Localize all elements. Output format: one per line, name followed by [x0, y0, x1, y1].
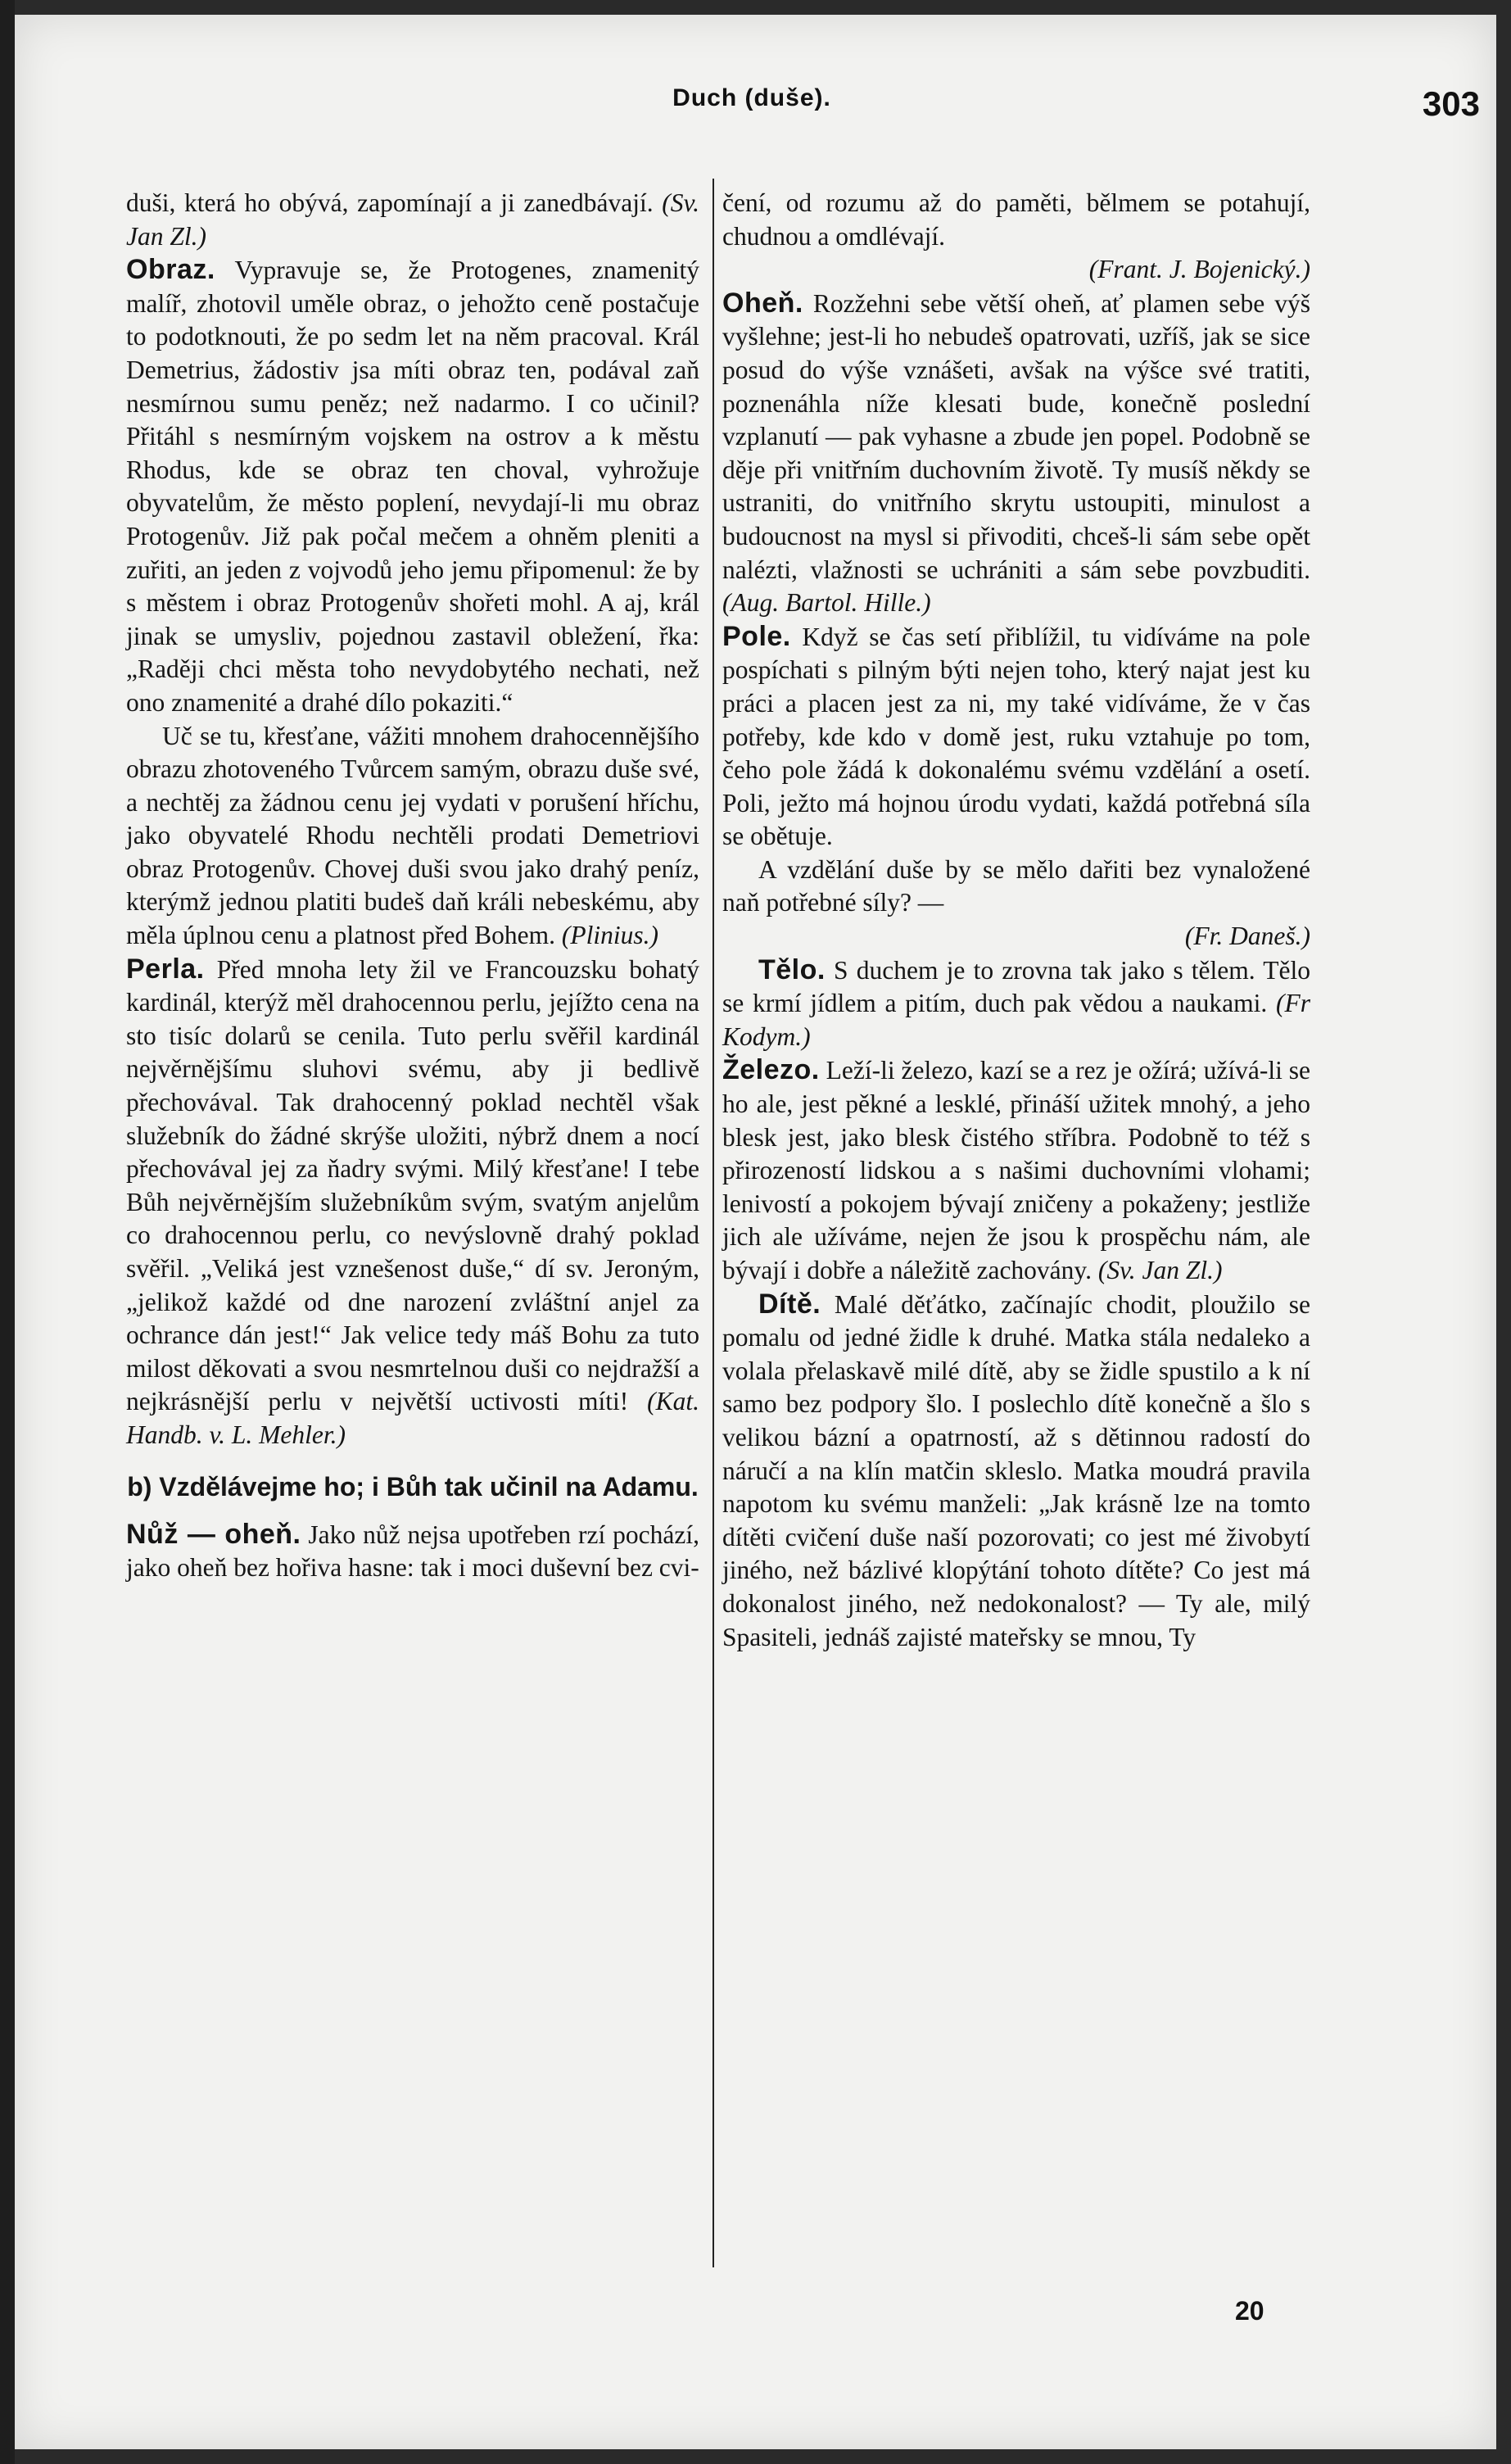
paragraph-pole-question	[722, 854, 1310, 953]
section-heading: b) Vzdělávejme ho; i Bůh tak učinil na Adamu.	[127, 1471, 699, 1502]
paragraph-nuz-continued	[722, 187, 1310, 287]
source-citation: (Frant. J. Bojenický.)	[1088, 255, 1310, 284]
paragraph-obraz-lesson	[126, 720, 699, 953]
paragraph-text: Jako nůž nejsa upotřeben rzí pochází, jako oheň bez hořiva hasne: tak i moci duševní bez cvi-	[126, 1520, 699, 1583]
entry-heading: Oheň.	[722, 287, 803, 319]
signature-mark: 20	[1235, 2296, 1264, 2326]
paragraph-text: Před mnoha lety žil ve Francouzsku bohatý kardinál, kterýž měl drahocennou perlu, jejížto cena na sto tisíc dolarů se cenila. Tuto perlu svěřil kardinál nejvěrnějšímu sluhovi svému, aby ji bedlivě přechovával. Tak drahocenný poklad nechtěl však služebník do žádné skrýše uložiti, nýbrž dnem a nocí přechovával jej za ňadry svými. Milý křesťane! I tebe Bůh nejvěrnějším služebníkům svým, svatým anjelům co drahocennou perlu, co nevýslovně drahý poklad svěřil. „Veliká jest vznešenost duše,“ dí sv. Jeroným, „jelikož každé od dne narození zvláštní anjel za ochrance dán jest!“ Jak velice tedy máš Bohu za tuto milost děkovati a svou nesmrtelnou duši co nejdražší a nejkrásnější perlu v největší uctivosti míti!	[126, 954, 699, 1416]
page-header	[15, 84, 1496, 134]
page-number: 303	[1422, 84, 1480, 123]
paragraph-obraz	[126, 253, 699, 719]
right-column	[722, 187, 1310, 1654]
paragraph-text: Rozžehni sebe větší oheň, ať plamen sebe výš vyšlehne; jest-li ho nebudeš opatrovati, uzříš, jak se sice posud do výše vznášeti, avšak na výšce své tratiti, poznenáhla níže klesati bude, konečně poslední vzplanutí — pak vyhasne a zbude jen popel. Podobně se děje při vnitřním duchovním životě. Ty musíš někdy se ustraniti, do vnitřního skrytu ustoupiti, minulost a budoucnost na mysl si přivoditi, chceš-li sám sebe opět nalézti, vlažnosti se uchrániti a sám sebe povzbuditi.	[722, 288, 1310, 584]
entry-heading: Pole.	[722, 620, 791, 652]
entry-heading: Nůž — oheň.	[126, 1518, 301, 1550]
paragraph-text: Když se čas setí přiblížil, tu vidíváme na pole pospíchati s pilným býti nejen toho, který najat jest ku práci a placen jest za ni, my také vidíváme, že v čas potřeby, kde kdo v domě jest, ruku vztahuje po tom, čeho pole žádá k dokonalému svému vzdělání a osetí. Poli, ježto má hojnou úrodu vydati, každá potřebná síla se obětuje.	[722, 622, 1310, 851]
source-citation: (Sv. Jan Zl.)	[1097, 1256, 1223, 1284]
entry-heading: Tělo.	[758, 953, 826, 985]
paragraph-zelezo	[722, 1053, 1310, 1287]
left-column	[126, 187, 699, 1585]
source-citation: (Aug. Bartol. Hille.)	[722, 588, 931, 618]
paragraph-soul-continued	[126, 187, 699, 253]
entry-heading: Obraz.	[126, 254, 215, 286]
paragraph-ohen	[722, 287, 1310, 620]
entry-heading: Perla.	[126, 953, 205, 985]
entry-heading: Dítě.	[758, 1288, 821, 1320]
paragraph-text: čení, od rozumu až do paměti, bělmem se potahují, chudnou a omdlévají.	[722, 188, 1310, 251]
source-citation: (Fr Kodym.)	[722, 989, 1311, 1051]
paragraph-text: Malé děťátko, začínajíc chodit, ploužilo se pomalu od jedné židle k druhé. Matka stála nedaleko a volala přelaskavě milé dítě, aby se židle spustilo a k ní samo bez podpory šlo. I poslechlo dítě konečně a šlo s velikou bázní a opatrností, až s dětinnou radostí do náručí a na klín matčin skleslo. Matka moudrá pravila napotom ku svému manželi: „Jak krásně lze na tomto dítěti cvičení duše naší pozorovati; co jest mé živobytí jiného, než bázlivé klopýtání tohoto dítěte? Co jest má dokonalost jiného, než nedokonalost? — Ty ale, milý Spasiteli, jednáš zajisté mateřsky se mnou, Ty	[722, 1289, 1310, 1651]
paragraph-telo	[722, 953, 1310, 1054]
paragraph-nuz-ohen	[126, 1518, 699, 1585]
paragraph-text: A vzdělání duše by se mělo dařiti bez vynaložené naň potřebné síly? —	[722, 854, 1310, 917]
paragraph-text: Uč se tu, křesťane, vážiti mnohem drahocennějšího obrazu zhotoveného Tvůrcem samým, obrazu duše své, a nechtěj za žádnou cenu jej vydati v porušení hříchu, jako obyvatelé Rhodu nechtěli prodati Demetriovi obraz Protogenův. Chovej duši svou jako drahý peníz, kterýmž jednou platiti budeš daň králi nebeskému, aby měla úplnou cenu a platnost před Bohem.	[126, 721, 699, 950]
source-citation: (Plinius.)	[561, 921, 658, 950]
paragraph-perla	[126, 953, 699, 1452]
paragraph-dite	[722, 1288, 1310, 1655]
book-page	[15, 15, 1496, 2449]
scan-edge	[0, 0, 15, 2464]
paragraph-text: Vypravuje se, že Protogenes, znamenitý malíř, zhotovil uměle obraz, o jehožto ceně postačuje to podotknouti, že po sedm let na něm pracoval. Král Demetrius, žádostiv jsa míti obraz ten, podával zaň nesmírnou sumu peněz; než nadarmo. I co učinil? Přitáhl s nesmírným vojskem na ostrov a k městu Rhodus, kde se obraz ten choval, vyhrožuje obyvatelům, že město poplení, nevydají-li mu obraz Protogenův. Již pak počal mečem a ohněm pleniti a zuřiti, an jeden z vojvodů jeho jemu připomenul: že by s městem i obraz Protogenův shořeti mohl. A aj, král jinak se umysliv, pojednou zastavil obležení, řka: „Raději chci města toho nevydobytého nechati, než ono znamenité a drahé dílo pokaziti.“	[126, 256, 700, 717]
entry-heading: Železo.	[722, 1054, 820, 1086]
column-divider	[713, 179, 714, 2267]
paragraph-pole	[722, 620, 1310, 854]
paragraph-text: S duchem je to zrovna tak jako s tělem. Tělo se krmí jídlem a pitím, duch pak vědou a naukami.	[722, 955, 1310, 1018]
source-citation: (Kat. Handb. v. L. Mehler.)	[126, 1387, 700, 1449]
source-citation: (Sv. Jan Zl.)	[126, 188, 700, 251]
paragraph-text: Leží-li železo, kazí se a rez je ožírá; užívá-li se ho ale, jest pěkné a lesklé, přináší užitek mnohý, a jeho blesk jest, jako blesk čistého stříbra. Podobně to též s přirozeností lidskou a s našimi duchovními vlohami; lenivostí a pokojem bývají zničeny a pokaženy; jestliže jich ale užíváme, nejen že jsou k prospěchu nám, ale bývají i dobře a náležitě zachovány.	[722, 1056, 1311, 1284]
running-head: Duch (duše).	[672, 84, 831, 111]
source-citation: (Fr. Daneš.)	[1184, 922, 1310, 951]
paragraph-text: duši, která ho obývá, zapomínají a ji zanedbávají.	[126, 188, 654, 217]
